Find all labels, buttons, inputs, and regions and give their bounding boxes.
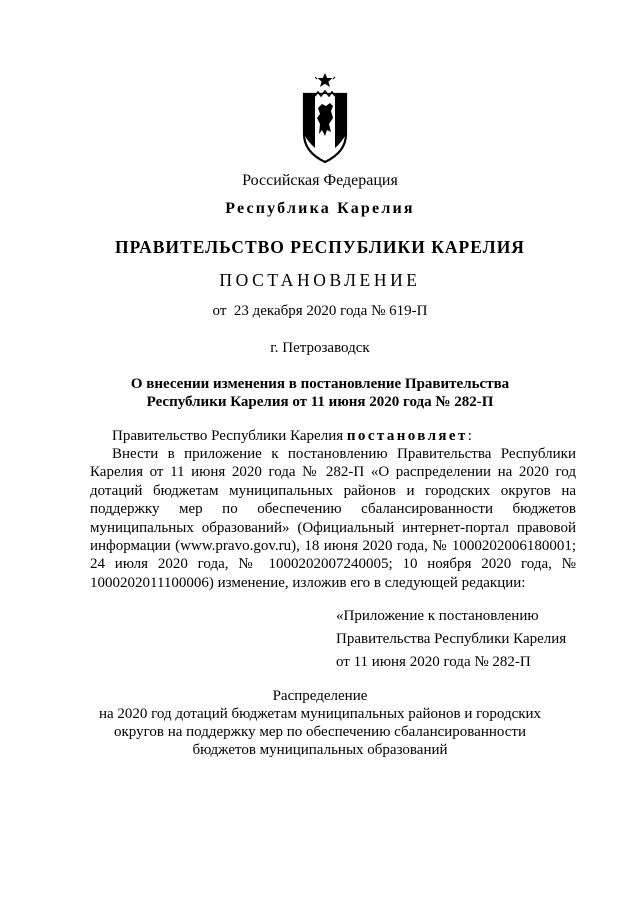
lead-colon: : bbox=[467, 428, 472, 444]
star-icon bbox=[315, 72, 335, 87]
distribution-heading bbox=[0, 687, 640, 759]
appendix-line-1: «Приложение к постановлению bbox=[336, 608, 539, 624]
karelia-coat-of-arms-icon bbox=[298, 72, 352, 164]
lead-keyword: постановляет bbox=[346, 428, 468, 444]
resolution-paragraph: Внести в приложение к постановлению Правительства Республики Карелия от 11 июня 2020 года № 282-П «О распределении на 2020 год дотаций бюджетам муниципальных районов и городских округов на поддержку мер по обеспечению сбалансированности бюджетов муниципальных образований» (Официальный интернет-портал правовой информации (www.pravo.gov.ru), 18 июня 2020 года, № 1000202006180001; 24 июля 2020 года, № 1000202007240005; 10 ноября 2020 года, № 1000202011100006) изменение, изложив его в следующей редакции: bbox=[90, 446, 576, 591]
distribution-line-2: округов на поддержку мер по обеспечению сбалансированности bbox=[114, 724, 526, 740]
document-type: ПОСТАНОВЛЕНИЕ bbox=[219, 270, 421, 290]
distribution-line-1: на 2020 год дотаций бюджетам муниципальных районов и городских bbox=[98, 706, 542, 722]
distribution-line-3: бюджетов муниципальных образований bbox=[192, 742, 448, 758]
document-city: г. Петрозаводск bbox=[270, 340, 370, 356]
subject-line-1: О внесении изменения в постановление Правительства bbox=[130, 376, 510, 392]
distribution-title: Распределение bbox=[272, 688, 368, 704]
federation-title: Российская Федерация bbox=[242, 172, 398, 189]
resolution-lead bbox=[112, 427, 598, 445]
government-title: ПРАВИТЕЛЬСТВО РЕСПУБЛИКИ КАРЕЛИЯ bbox=[115, 237, 525, 257]
document-date-number: от 23 декабря 2020 года № 619-П bbox=[212, 303, 428, 319]
appendix-line-2: Правительства Республики Карелия bbox=[336, 631, 567, 647]
lead-text: Правительство Республики Карелия bbox=[112, 428, 347, 444]
subject-line-2: Республики Карелия от 11 июня 2020 года № 282-П bbox=[146, 394, 494, 410]
appendix-header bbox=[336, 605, 566, 674]
document-subject bbox=[0, 375, 640, 411]
republic-title: Республика Карелия bbox=[225, 200, 415, 217]
appendix-line-3: от 11 июня 2020 года № 282-П bbox=[336, 654, 531, 670]
